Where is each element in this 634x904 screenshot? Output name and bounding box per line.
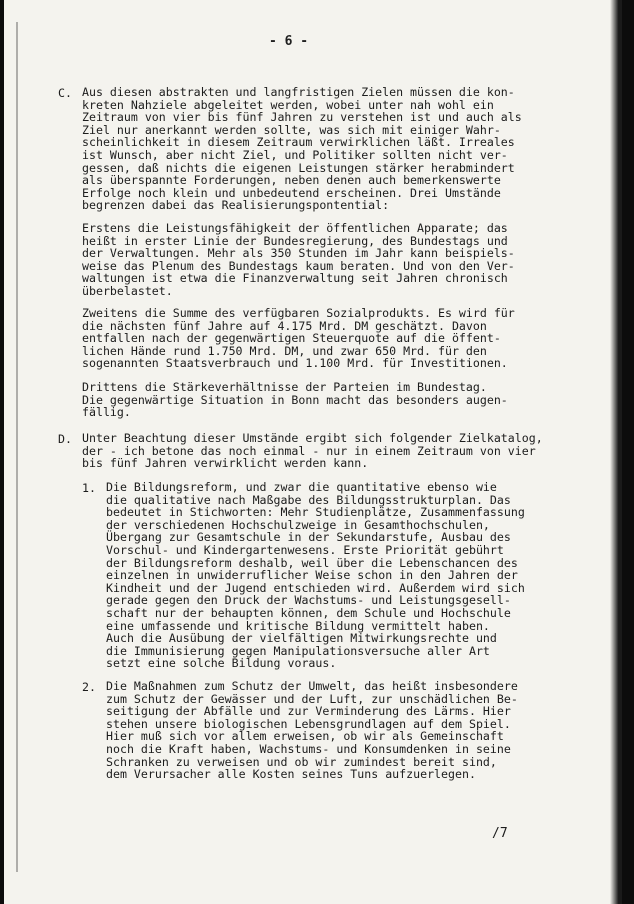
document-page (4, 0, 622, 904)
page-edge-shadow (610, 0, 622, 904)
section-c-label: C. (58, 86, 72, 100)
item-2-text: Die Maßnahmen zum Schutz der Umwelt, das heißt insbesondere zum Schutz der Gewässer und der Luft, zur unschädlichen Be- seitigung der Abfälle und zur Verminderung des Lärms. Hier stehen unsere biologischen Lebensgrundlagen auf dem Spiel. Hier muß sich vor allem erweisen, ob wir als Gemeinschaft noch die Kraft haben, Wachstums- und Konsumdenken in seine Schranken zu verweisen und ob wir zumindest bereit sind, dem Verursacher alle Kosten seines Tuns aufzuerlegen. (106, 679, 518, 782)
section-d-paragraph: Unter Beachtung dieser Umstände ergibt sich folgender Zielkatalog, der - ich betone das noch einmal - nur in einem Zeitraum von vier bis fünf Jahren verwirklicht werden kann. (82, 431, 543, 471)
page-number: - 6 - (269, 34, 309, 49)
section-c-paragraph: Aus diesen abstrakten und langfristigen Zielen müssen die kon- kreten Nahziele abgeleitet werden, wobei unter nah wohl ein Zeitraum von vier bis fünf Jahren zu verstehen ist und auch als Ziel nur anerkannt werden sollte, was sich mit einiger Wahr- scheinlichkeit in diesem Zeitraum verwirklichen läßt. Irreales ist Wunsch, aber nicht Ziel, und Politiker sollten nicht ver- gessen, daß nichts die eigenen Leistungen stärker herabmindert als überspannte Forderungen, neben denen auch bemerkenswerte Erfolge noch klein und unbedeutend erscheinen. Drei Umstände begrenzen dabei das Realisierungspontential: (82, 85, 522, 213)
item-1-label: 1. (82, 481, 96, 495)
section-c-factor-3: Drittens die Stärkeverhältnisse der Parteien im Bundestag. Die gegenwärtige Situation in Bonn macht das besonders augen- fällig. (82, 380, 508, 420)
next-page-marker: /7 (492, 826, 508, 841)
section-c-factor-1: Erstens die Leistungsfähigkeit der öffentlichen Apparate; das heißt in erster Linie der Bundesregierung, des Bundestags und der Verwaltungen. Mehr als 350 Stunden im Jahr kann beispiels- weise das Plenum des Bundestags kaum beraten. Und von den Ver- waltungen ist etwa die Finanzverwaltung seit Jahren chronisch überbelastet. (82, 221, 515, 298)
section-d-label: D. (58, 432, 72, 446)
item-2-label: 2. (82, 680, 96, 694)
binder-edge (16, 22, 23, 872)
item-1-text: Die Bildungsreform, und zwar die quantitative ebenso wie die qualitative nach Maßgabe des Bildungsstrukturplan. Das bedeutet in Stichworten: Mehr Studienplätze, Zusammenfassung der verschiedenen Hochschulzweige in Gesamthochschulen, Übergang zur Gesamtschule in der Sekundarstufe, Ausbau des Vorschul- und Kindergartenwesens. Erste Priorität gebührt der Bildungsreform deshalb, weil über die Lebenschancen des einzelnen in unwiderruflicher Weise schon in den Jahren der Kindheit und der Jugend entschieden wird. Außerdem wird sich gerade gegen den Druck der Wachstums- und Leistungsgesell- schaft nur der behaupten können, dem Schule und Hochschule eine umfassende und kritische Bildung vermittelt haben. Auch die Ausübung der vielfältigen Mitwirkungsrechte und die Immunisierung gegen Manipulationsversuche aller Art setzt eine solche Bildung voraus. (106, 480, 525, 671)
section-c-factor-2: Zweitens die Summe des verfügbaren Sozialprodukts. Es wird für die nächsten fünf Jahre auf 4.175 Mrd. DM geschätzt. Davon entfallen nach der gegenwärtigen Steuerquote auf die öffent- lichen Hände rund 1.750 Mrd. DM, und zwar 650 Mrd. für den sogenannten Staatsverbrauch und 1.100 Mrd. für Investitionen. (82, 306, 515, 371)
